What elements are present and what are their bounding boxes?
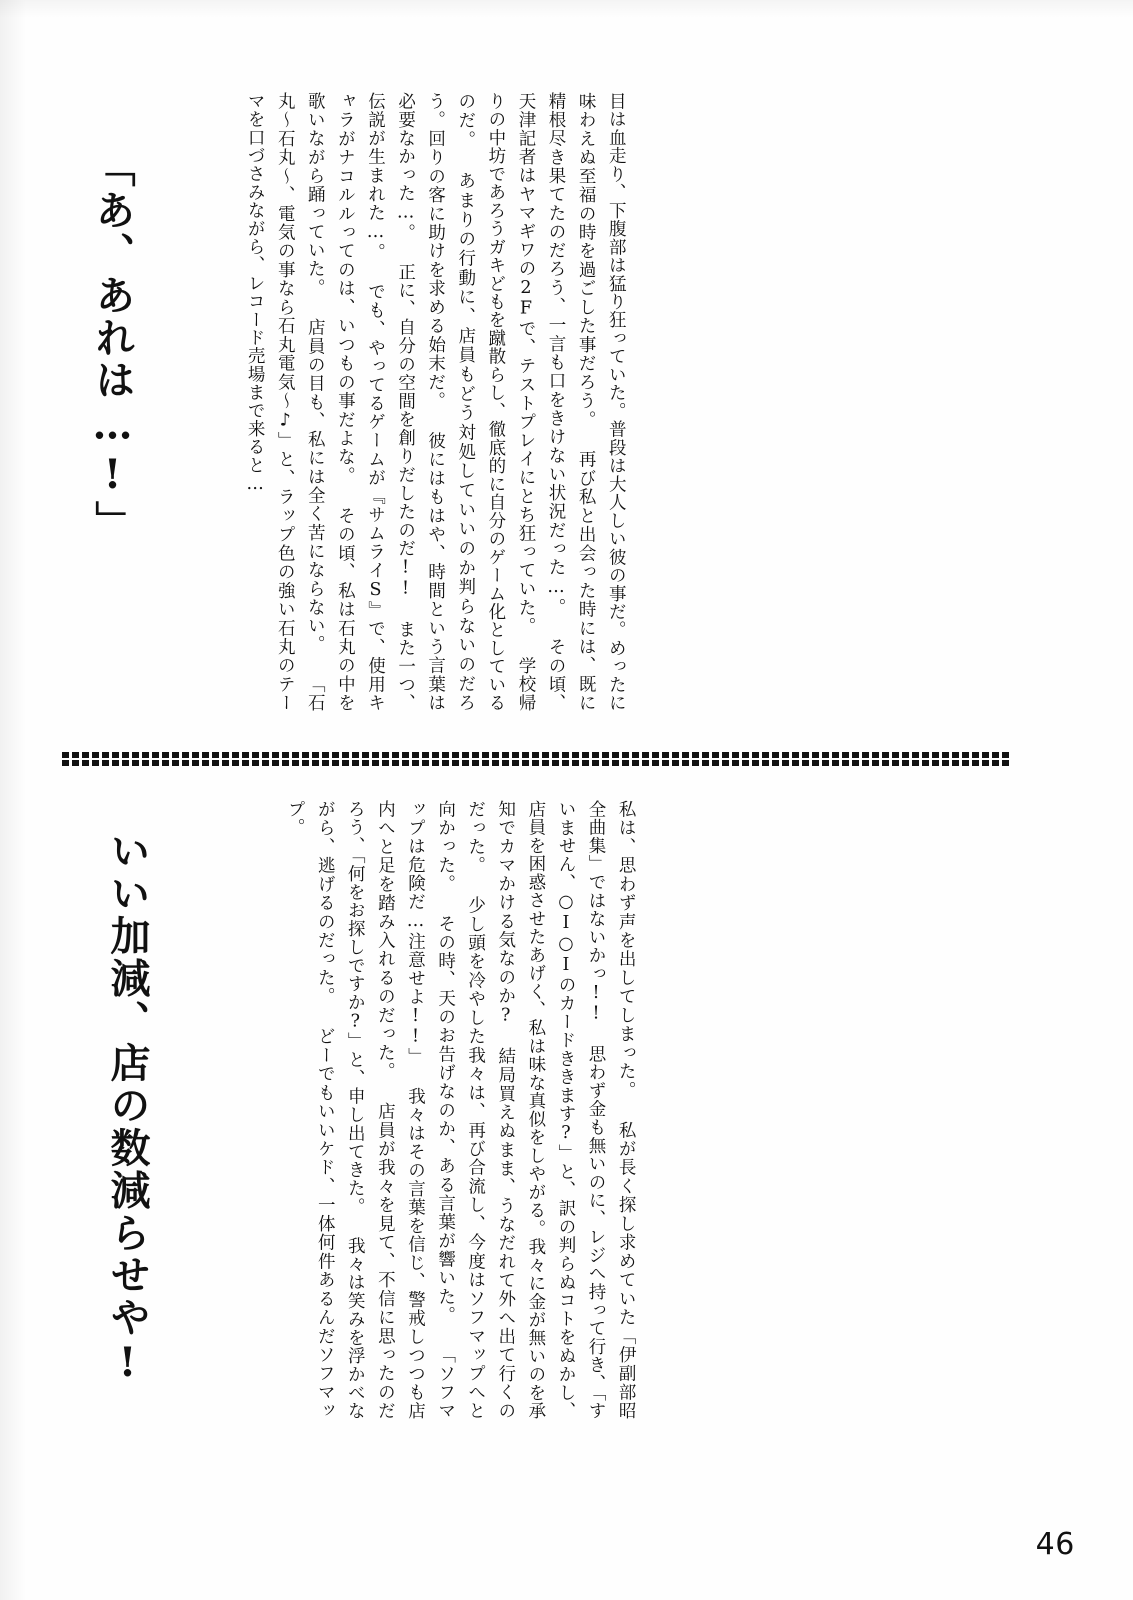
divider-dash — [622, 760, 629, 766]
divider-dash — [182, 760, 189, 766]
page-number: 46 — [1035, 1527, 1075, 1562]
divider-dash — [152, 760, 159, 766]
divider-dash — [142, 752, 149, 758]
divider-dash — [622, 752, 629, 758]
divider-dash — [932, 752, 939, 758]
divider-dash — [362, 752, 369, 758]
divider-dash — [712, 760, 719, 766]
divider-dash — [192, 760, 199, 766]
divider-dash — [812, 752, 819, 758]
upper-body-text: 目は血走り、下腹部は猛り狂っていた。普段は大人しい彼の事だ。めったに味わえぬ至福の時を過ごした事だろう。 再び私と出会った時には、既に精根尽き果てたのだろう、一言も口をきけない状況だった…。 その頃、天津記者はヤマギワの2Fで、テストプレイにとち狂っていた。 学校帰りの中坊であろうガキどもを蹴散らし、徹底的に自分のゲーム化としているのだ。 あまりの行動に、店員もどう対処していいのか判らないのだろう。回りの客に助けを求める始末だ。 彼にはもはや、時間という言葉は必要なかった…。 正に、自分の空間を創りだしたのだ!! また一つ、伝説が生まれた…。 でも、やってるゲームが『サムライS』で、使用キャラがナコルルってのは、いつもの事だよな。 その頃、私は石丸の中を歌いながら踊っていた。 店員の目も、私には全く苦にならない。 「石丸〜石丸〜、電気の事なら石丸電気〜♪」と、ラップ色の強い石丸のテーマを口づさみながら、レコード売場まで来ると… — [245, 92, 627, 712]
lower-body-block — [280, 800, 1070, 1439]
divider-dash — [962, 752, 969, 758]
divider-dash — [682, 752, 689, 758]
divider-dash — [1002, 752, 1009, 758]
divider-dash — [892, 760, 899, 766]
divider-dash — [642, 752, 649, 758]
section-divider — [62, 752, 1010, 766]
page-edge-shading-left — [0, 0, 26, 1600]
divider-dash — [742, 752, 749, 758]
divider-dash — [412, 752, 419, 758]
divider-dash — [912, 760, 919, 766]
divider-dash — [632, 760, 639, 766]
divider-dash — [812, 760, 819, 766]
divider-dash — [882, 752, 889, 758]
divider-dash — [992, 760, 999, 766]
divider-dash — [312, 760, 319, 766]
divider-dash — [382, 752, 389, 758]
divider-dash — [702, 760, 709, 766]
divider-dash — [952, 760, 959, 766]
divider-dash — [512, 760, 519, 766]
divider-dash — [552, 760, 559, 766]
divider-dash — [422, 760, 429, 766]
divider-dash — [612, 760, 619, 766]
divider-dash — [792, 760, 799, 766]
divider-dash — [482, 760, 489, 766]
divider-dash — [222, 760, 229, 766]
divider-dash — [952, 752, 959, 758]
divider-dash — [142, 760, 149, 766]
divider-dash — [392, 752, 399, 758]
divider-dash — [832, 760, 839, 766]
divider-dash — [862, 760, 869, 766]
divider-dash — [942, 760, 949, 766]
divider-dash — [262, 760, 269, 766]
divider-dash — [522, 752, 529, 758]
divider-dash — [82, 752, 89, 758]
divider-dash — [882, 760, 889, 766]
divider-dash — [122, 760, 129, 766]
divider-dash — [562, 752, 569, 758]
page-edge-shading-top — [0, 0, 1133, 18]
divider-dash — [822, 752, 829, 758]
divider-dash — [362, 760, 369, 766]
divider-dash — [112, 752, 119, 758]
upper-shout-text: 「あ、あれは…!」 — [89, 147, 136, 543]
divider-dash — [282, 752, 289, 758]
divider-dash — [322, 752, 329, 758]
divider-dash — [432, 752, 439, 758]
divider-dash — [582, 760, 589, 766]
divider-dash — [392, 760, 399, 766]
divider-dash — [112, 760, 119, 766]
upper-text-section — [60, 92, 1070, 717]
divider-dash — [322, 760, 329, 766]
divider-dash — [492, 760, 499, 766]
divider-dash — [972, 760, 979, 766]
divider-dash — [732, 752, 739, 758]
divider-dash — [212, 760, 219, 766]
divider-dash — [342, 752, 349, 758]
divider-dash — [762, 752, 769, 758]
divider-dash — [662, 752, 669, 758]
divider-dash — [162, 760, 169, 766]
divider-dash — [632, 752, 639, 758]
divider-dash — [332, 752, 339, 758]
divider-row-bottom — [62, 760, 1010, 766]
divider-dash — [652, 752, 659, 758]
divider-dash — [292, 760, 299, 766]
divider-dash — [652, 760, 659, 766]
divider-dash — [982, 752, 989, 758]
divider-dash — [842, 760, 849, 766]
divider-dash — [762, 760, 769, 766]
divider-dash — [312, 752, 319, 758]
divider-dash — [222, 752, 229, 758]
divider-dash — [452, 760, 459, 766]
divider-dash — [692, 752, 699, 758]
lower-body-text: 私は、思わず声を出してしまった。 私が長く探し求めていた「伊副部昭 全曲集」ではないかっ!! 思わず金も無いのに、レジへ持って行き、「すいません、○I○Iのカードききます?」と、訳の判らぬコトをぬかし、店員を困惑させたあげく、私は味な真似をしやがる。我々に金が無いのを承知でカマかける気なのか? 結局買えぬまま、うなだれて外へ出て行くのだった。 少し頭を冷やした我々は、再び合流し、今度はソフマップへと向かった。 その時、天のお告げなのか、ある言葉が響いた。 「ソフマップは危険だ…注意せよ!!」 我々はその言葉を信じ、警戒しつつも店内へと足を踏み入れるのだった。 店員が我々を見て、不信に思ったのだろう、「何をお探しですか?」と、申し出てきた。 我々は笑みを浮かべながら、逃げるのだった。 どーでもいいケド、一体何件あるんだソフマップ。 — [285, 800, 637, 1439]
divider-dash — [532, 760, 539, 766]
divider-dash — [972, 752, 979, 758]
divider-dash — [102, 752, 109, 758]
divider-dash — [822, 760, 829, 766]
divider-dash — [512, 752, 519, 758]
divider-dash — [852, 760, 859, 766]
lower-text-section — [60, 800, 1070, 1500]
divider-dash — [992, 752, 999, 758]
divider-dash — [592, 752, 599, 758]
divider-dash — [212, 752, 219, 758]
divider-dash — [302, 760, 309, 766]
divider-dash — [62, 752, 69, 758]
upper-shout-block — [85, 147, 139, 667]
divider-dash — [442, 760, 449, 766]
divider-dash — [252, 752, 259, 758]
divider-dash — [72, 760, 79, 766]
divider-dash — [932, 760, 939, 766]
divider-dash — [602, 752, 609, 758]
divider-dash — [872, 752, 879, 758]
divider-dash — [502, 752, 509, 758]
divider-dash — [232, 760, 239, 766]
divider-dash — [372, 760, 379, 766]
divider-dash — [682, 760, 689, 766]
divider-dash — [602, 760, 609, 766]
divider-dash — [792, 752, 799, 758]
divider-dash — [642, 760, 649, 766]
divider-dash — [382, 760, 389, 766]
divider-dash — [772, 752, 779, 758]
divider-dash — [852, 752, 859, 758]
divider-dash — [872, 760, 879, 766]
divider-dash — [732, 760, 739, 766]
divider-dash — [92, 752, 99, 758]
divider-dash — [472, 752, 479, 758]
divider-dash — [462, 760, 469, 766]
divider-dash — [302, 752, 309, 758]
divider-dash — [352, 760, 359, 766]
divider-dash — [942, 752, 949, 758]
divider-dash — [272, 752, 279, 758]
divider-dash — [862, 752, 869, 758]
divider-dash — [782, 760, 789, 766]
divider-dash — [922, 752, 929, 758]
divider-dash — [272, 760, 279, 766]
divider-dash — [962, 760, 969, 766]
divider-dash — [292, 752, 299, 758]
divider-dash — [462, 752, 469, 758]
divider-dash — [722, 752, 729, 758]
lower-shout-text: いい加減、店の数減らせや! — [104, 830, 151, 1389]
divider-dash — [372, 752, 379, 758]
divider-dash — [712, 752, 719, 758]
divider-dash — [432, 760, 439, 766]
divider-dash — [62, 760, 69, 766]
divider-dash — [202, 752, 209, 758]
divider-dash — [172, 752, 179, 758]
divider-dash — [262, 752, 269, 758]
divider-dash — [902, 760, 909, 766]
divider-dash — [572, 760, 579, 766]
divider-dash — [902, 752, 909, 758]
divider-dash — [82, 760, 89, 766]
divider-dash — [782, 752, 789, 758]
divider-dash — [342, 760, 349, 766]
divider-dash — [92, 760, 99, 766]
divider-dash — [802, 752, 809, 758]
divider-dash — [172, 760, 179, 766]
divider-dash — [252, 760, 259, 766]
divider-dash — [102, 760, 109, 766]
divider-dash — [722, 760, 729, 766]
divider-dash — [572, 752, 579, 758]
divider-dash — [412, 760, 419, 766]
divider-dash — [702, 752, 709, 758]
upper-body-block — [240, 92, 1070, 712]
divider-dash — [552, 752, 559, 758]
divider-dash — [232, 752, 239, 758]
divider-dash — [742, 760, 749, 766]
divider-dash — [522, 760, 529, 766]
divider-dash — [72, 752, 79, 758]
divider-dash — [182, 752, 189, 758]
divider-dash — [422, 752, 429, 758]
lower-shout-block — [100, 830, 154, 1450]
divider-dash — [842, 752, 849, 758]
divider-dash — [132, 752, 139, 758]
divider-dash — [202, 760, 209, 766]
divider-dash — [772, 760, 779, 766]
divider-dash — [192, 752, 199, 758]
divider-dash — [152, 752, 159, 758]
divider-dash — [1002, 760, 1009, 766]
divider-dash — [542, 752, 549, 758]
divider-dash — [132, 760, 139, 766]
divider-dash — [332, 760, 339, 766]
divider-dash — [542, 760, 549, 766]
divider-dash — [832, 752, 839, 758]
divider-dash — [662, 760, 669, 766]
divider-dash — [582, 752, 589, 758]
divider-dash — [692, 760, 699, 766]
divider-dash — [612, 752, 619, 758]
divider-dash — [892, 752, 899, 758]
divider-dash — [752, 760, 759, 766]
divider-dash — [802, 760, 809, 766]
divider-dash — [442, 752, 449, 758]
divider-dash — [672, 752, 679, 758]
divider-dash — [592, 760, 599, 766]
divider-dash — [242, 752, 249, 758]
divider-dash — [502, 760, 509, 766]
divider-dash — [452, 752, 459, 758]
divider-dash — [122, 752, 129, 758]
divider-dash — [402, 752, 409, 758]
divider-dash — [672, 760, 679, 766]
divider-dash — [402, 760, 409, 766]
divider-dash — [482, 752, 489, 758]
divider-dash — [532, 752, 539, 758]
divider-dash — [352, 752, 359, 758]
divider-dash — [562, 760, 569, 766]
divider-dash — [922, 760, 929, 766]
divider-dash — [472, 760, 479, 766]
divider-row-top — [62, 752, 1010, 758]
divider-dash — [912, 752, 919, 758]
divider-dash — [162, 752, 169, 758]
divider-dash — [282, 760, 289, 766]
divider-dash — [752, 752, 759, 758]
divider-dash — [242, 760, 249, 766]
divider-dash — [492, 752, 499, 758]
divider-dash — [982, 760, 989, 766]
